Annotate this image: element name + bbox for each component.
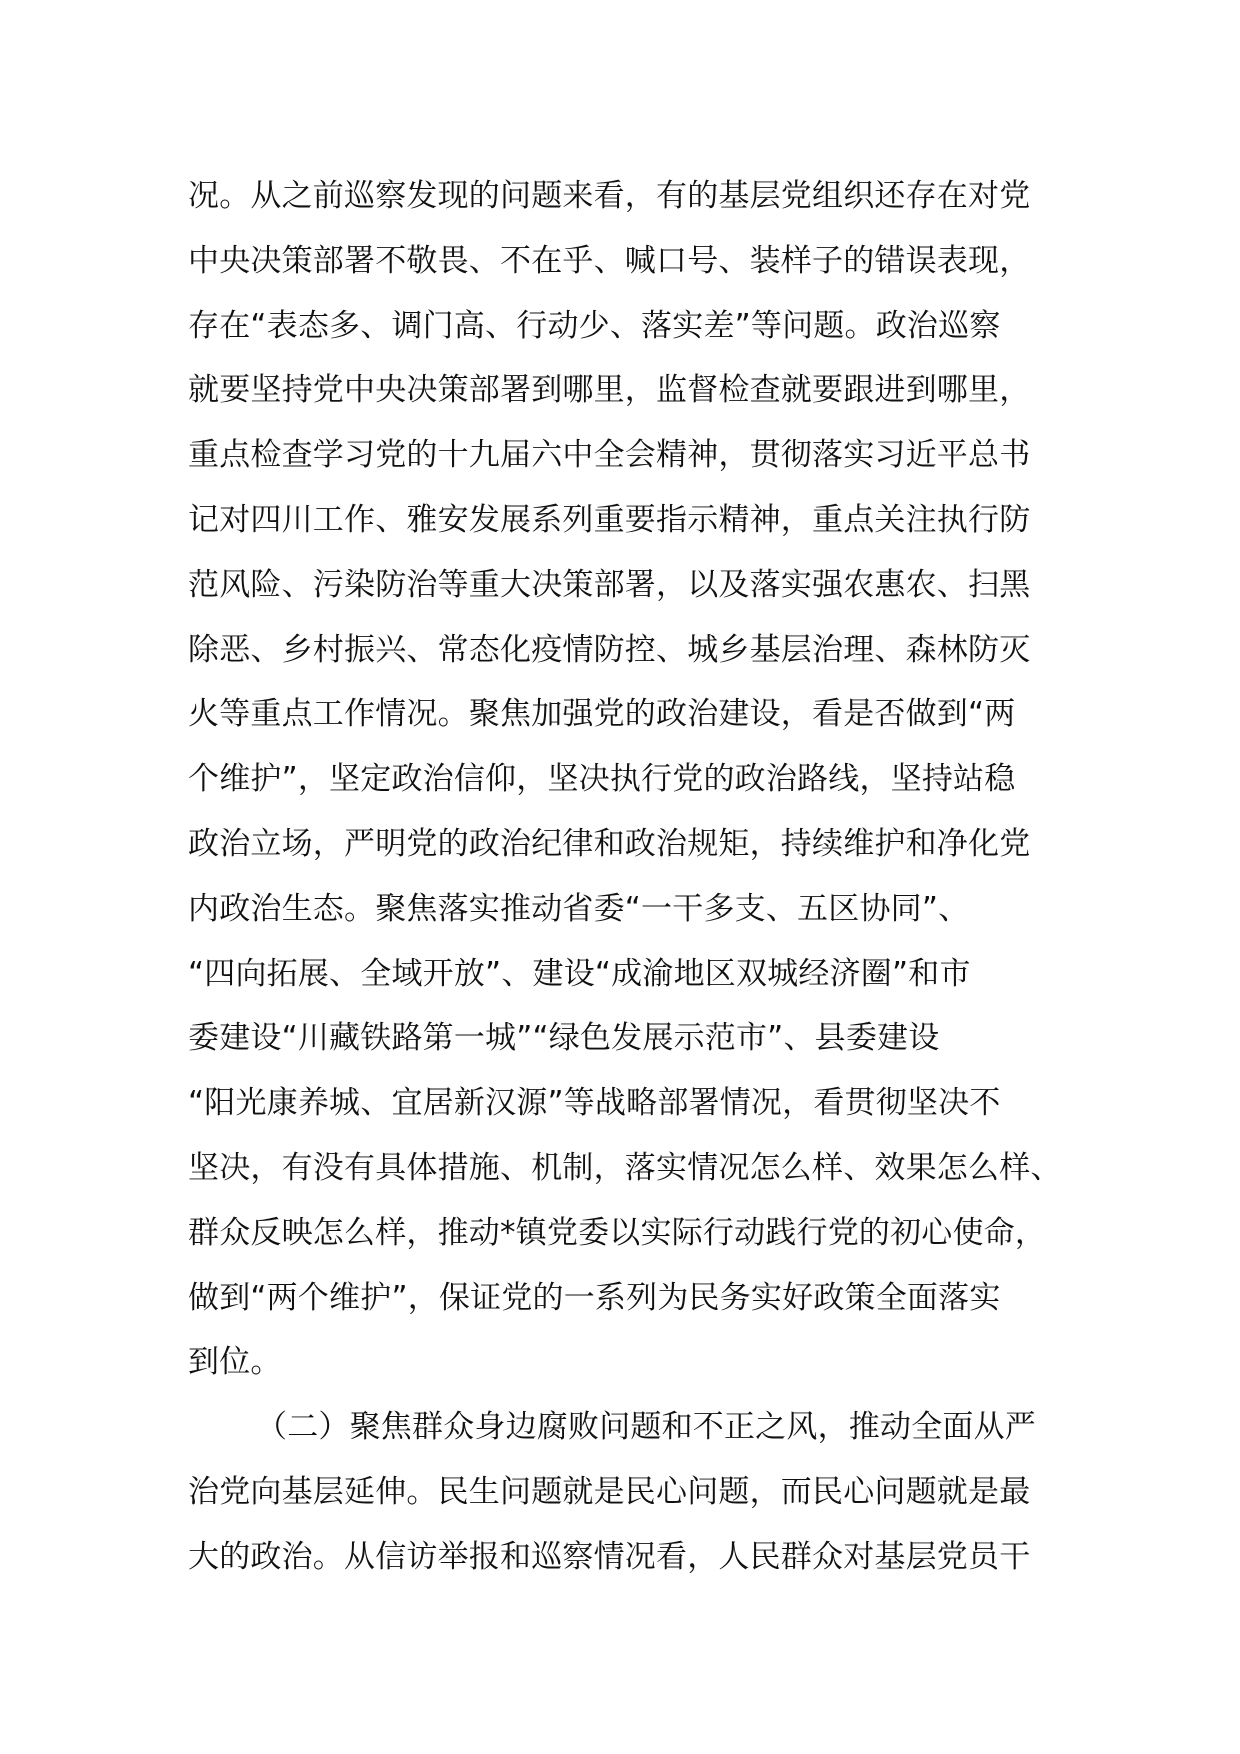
text-line: 政治立场，严明党的政治纪律和政治规矩，持续维护和净化党	[188, 825, 1031, 862]
section-heading-line: （二）聚焦群众身边腐败问题和不正之风，推动全面从严	[256, 1409, 1036, 1446]
text-line: 存在“表态多、调门高、行动少、落实差”等问题。政治巡察	[188, 307, 1001, 344]
text-line: 做到“两个维护”，保证党的一系列为民务实好政策全面落实	[188, 1279, 1001, 1316]
text-line: 就要坚持党中央决策部署到哪里，监督检查就要跟进到哪里，	[188, 372, 1031, 409]
text-line: 到位。	[188, 1344, 282, 1381]
text-line: 委建设“川藏铁路第一城”“绿色发展示范市”、县委建设	[188, 1020, 940, 1057]
text-line: 群众反映怎么样，推动*镇党委以实际行动践行党的初心使命，	[188, 1214, 1047, 1251]
body-text	[188, 164, 1068, 1590]
text-line: 除恶、乡村振兴、常态化疫情防控、城乡基层治理、森林防灭	[188, 631, 1031, 668]
text-line: 个维护”，坚定政治信仰，坚决执行党的政治路线，坚持站稳	[188, 761, 1016, 798]
text-line: 范风险、污染防治等重大决策部署，以及落实强农惠农、扫黑	[188, 566, 1031, 603]
text-line: “四向拓展、全域开放”、建设“成渝地区双城经济圈”和市	[188, 955, 971, 992]
text-line: 中央决策部署不敬畏、不在乎、喊口号、装样子的错误表现，	[188, 242, 1031, 279]
text-line: 况。从之前巡察发现的问题来看，有的基层党组织还存在对党	[188, 178, 1031, 214]
text-line: 大的政治。从信访举报和巡察情况看，人民群众对基层党员干	[188, 1538, 1031, 1575]
text-line: “阳光康养城、宜居新汉源”等战略部署情况，看贯彻坚决不	[188, 1085, 1001, 1122]
text-line: 治党向基层延伸。民生问题就是民心问题，而民心问题就是最	[188, 1473, 1031, 1510]
text-line: 重点检查学习党的十九届六中全会精神，贯彻落实习近平总书	[188, 437, 1031, 474]
text-line: 内政治生态。聚焦落实推动省委“一干多支、五区协同”、	[188, 890, 970, 927]
text-line: 火等重点工作情况。聚焦加强党的政治建设，看是否做到“两	[188, 696, 1016, 733]
text-line: 记对四川工作、雅安发展系列重要指示精神，重点关注执行防	[188, 501, 1031, 538]
text-line: 坚决，有没有具体措施、机制，落实情况怎么样、效果怎么样、	[188, 1149, 1062, 1186]
